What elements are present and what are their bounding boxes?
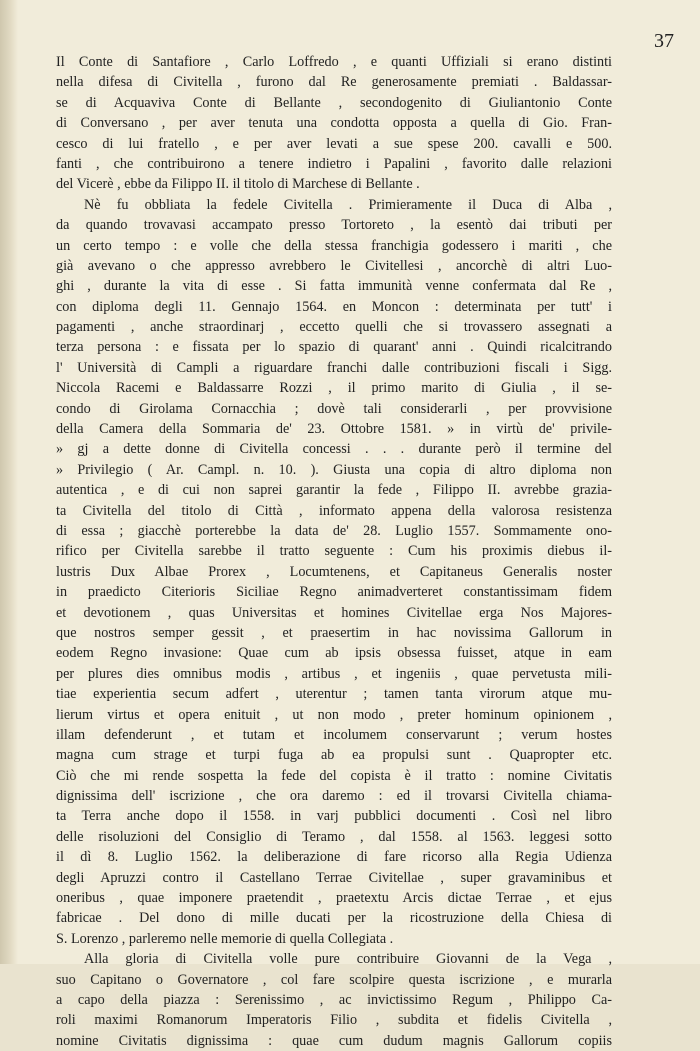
text-line: del Vicerè , ebbe da Filippo II. il titolo di Marchese di Bellante . [56, 176, 420, 193]
text-line: Niccola Racemi e Baldassarre Rozzi , il primo marito di Giulia , il se- [56, 380, 612, 397]
text-line: l' Università di Campli a riguardare franchi dalle contribuzioni fiscali i Sigg. [56, 359, 612, 376]
text-line: da quando trovavasi accampato presso Tortoreto , la esentò dai tributi per [56, 217, 612, 234]
page-gutter-shadow [0, 0, 18, 964]
text-line: un certo tempo : e volle che della stessa franchigia godessero i mariti , che [56, 237, 612, 254]
text-line: pagamenti , anche straordinarj , eccetto quelli che si trovassero assegnati a [56, 319, 612, 336]
text-line: già avevano o che appresso avrebbero le Civitellesi , ancorchè di altri Luo- [56, 257, 612, 274]
text-line: magna cum strage et turpi fuga ab ea propulsi sunt . Quapropter etc. [56, 747, 612, 764]
text-line: S. Lorenzo , parleremo nelle memorie di quella Collegiata . [56, 930, 394, 947]
text-line: eodem Regno invasione: Quae cum ab ipsis obsessa fuisset, atque in eam [56, 645, 612, 662]
page-number: 37 [654, 30, 674, 52]
text-line: lustris Dux Albae Prorex , Locumtenens, et Capitaneus Generalis noster [56, 563, 612, 580]
text-line: et devotionem , quas Universitas et homines Civitellae erga Nos Majores- [56, 604, 612, 621]
text-line: condo di Girolama Cornacchia ; dovè tali considerarli , per provvisione [56, 400, 612, 417]
text-line: delle risoluzioni del Consiglio di Teramo , dal 1558. al 1563. leggesi sotto [56, 828, 612, 845]
text-line: cesco di lui fratello , e per aver levati a sue spese 200. cavalli e 500. [56, 135, 612, 152]
text-line: di essa ; giacchè porterebbe la data de' 28. Luglio 1557. Sommamente ono- [56, 522, 612, 539]
text-line: se di Acquaviva Conte di Bellante , secondogenito di Giuliantonio Conte [56, 94, 612, 111]
text-line: di Conversano , per aver tenuta una condotta opposta a quella di Gio. Fran- [56, 115, 612, 132]
text-line: tiae experientia secum adfert , uterentur ; tamen tanta virorum atque mu- [56, 686, 612, 703]
text-line: Ciò che mi rende sospetta la fede del copista è il tratto : nomine Civitatis [56, 767, 612, 784]
text-line: fabricae . Del dono di mille ducati per la ricostruzione della Chiesa di [56, 910, 612, 927]
text-line: rifico per Civitella sarebbe il tratto seguente : Cum his proximis diebus il- [56, 543, 612, 560]
text-line: » Privilegio ( Ar. Campl. n. 10. ). Giusta una copia di altro diploma non [56, 461, 612, 478]
text-line: » gj a dette donne di Civitella concessi . . . durante però il termine del [56, 441, 612, 458]
text-line: ta Civitella del titolo di Città , informato appena della valorosa resistenza [56, 502, 612, 519]
text-line: Nè fu obbliata la fedele Civitella . Primieramente il Duca di Alba , [84, 196, 612, 213]
text-line: lierum virtus et opera enituit , ut non modo , preter hominum opinionem , [56, 706, 612, 723]
text-line: della Camera della Sommaria de' 23. Ottobre 1581. » in virtù de' privile- [56, 421, 612, 438]
text-line: con diploma degli 11. Gennajo 1564. en Moncon : determinata per tutt' i [56, 298, 612, 315]
text-line: suo Capitano o Governatore , col fare scolpire questa iscrizione , e murarla [56, 971, 612, 988]
text-line: degli Apruzzi contro il Castellano Terrae Civitellae , super gravaminibus et [56, 869, 612, 886]
text-line: illam defenderunt , et tutam et incolumem conservarunt ; verum hostes [56, 726, 612, 743]
text-line: ghi , durante la vita di esse . Si fatta immunità venne confermata dal Re , [56, 278, 612, 295]
text-line: il dì 8. Luglio 1562. la deliberazione di fare ricorso alla Regia Udienza [56, 849, 612, 866]
body-text [56, 52, 612, 1051]
text-line: dignissima dell' iscrizione , che ora daremo : ed il trovarsi Civitella chiama- [56, 788, 612, 805]
text-line: Alla gloria di Civitella volle pure contribuire Giovanni de la Vega , [84, 951, 612, 968]
text-line: oneribus , quae imponere praetendit , praetextu Arcis dictae Terrae , et ejus [56, 890, 612, 907]
text-line: nella difesa di Civitella , furono dal Re generosamente premiati . Baldassar- [56, 74, 612, 91]
text-line: ta Terra anche dopo il 1558. in varj pubblici documenti . Così nel libro [56, 808, 612, 825]
text-line: nomine Civitatis dignissima : quae cum dudum magnis Gallorum copiis [56, 1032, 612, 1049]
text-line: in praedicto Citerioris Siciliae Regno animadverteret constantissimam fidem [56, 584, 612, 601]
text-line: a capo della piazza : Serenissimo , ac invictissimo Regum , Philippo Ca- [56, 991, 612, 1008]
text-line: roli maximi Romanorum Imperatoris Filio , subdita et fidelis Civitella , [56, 1012, 612, 1029]
text-line: fanti , che contribuirono a tenere indietro i Papalini , favorito dalle relazioni [56, 155, 612, 172]
text-line: Il Conte di Santafiore , Carlo Loffredo , e quanti Uffiziali si erano distinti [56, 54, 612, 70]
text-line: autentica , e di cui non saprei garantir la fede , Filippo II. avrebbe grazia- [56, 482, 612, 499]
text-line: per plures dies omnibus modis , artibus , et ingeniis , quae pervetusta mili- [56, 665, 612, 682]
text-line: que nostros semper gessit , et praesertim in hac novissima Gallorum in [56, 624, 612, 641]
text-line: terza persona : e fissata per lo spazio di quarant' anni . Quindi ricalcitrando [56, 339, 612, 356]
